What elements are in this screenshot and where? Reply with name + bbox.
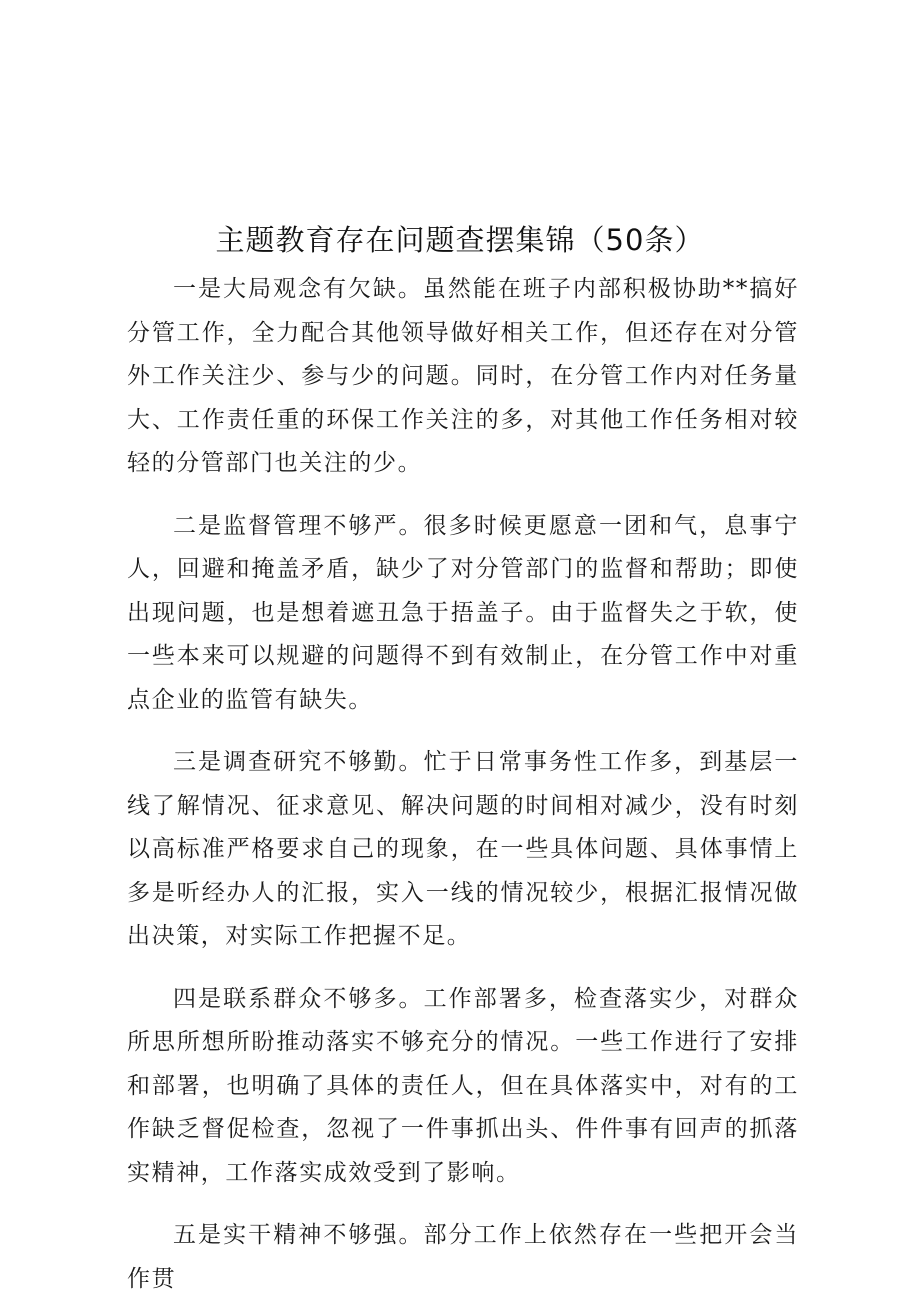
document-body bbox=[127, 268, 799, 1301]
document-title: 主题教育存在问题查摆集锦（50条） bbox=[215, 223, 705, 257]
paragraph-5: 五是实干精神不够强。部分工作上依然存在一些把开会当作贯 bbox=[127, 1222, 799, 1292]
paragraph-4: 四是联系群众不够多。工作部署多，检查落实少，对群众所思所想所盼推动落实不够充分的情况。一些工作进行了安排和部署，也明确了具体的责任人，但在具体落实中，对有的工作缺乏督促检查，忽视了一件事抓出头、件件事有回声的抓落实精神，工作落实成效受到了影响。 bbox=[127, 985, 799, 1186]
paragraph-1: 一是大局观念有欠缺。虽然能在班子内部积极协助**搞好分管工作，全力配合其他领导做好相关工作，但还存在对分管外工作关注少、参与少的问题。同时，在分管工作内对任务量大、工作责任重的环保工作关注的多，对其他工作任务相对较轻的分管部门也关注的少。 bbox=[127, 276, 799, 476]
paragraph-2: 二是监督管理不够严。很多时候更愿意一团和气，息事宁人，回避和掩盖矛盾，缺少了对分管部门的监督和帮助；即使出现问题，也是想着遮丑急于捂盖子。由于监督失之于软，使一些本来可以规避的问题得不到有效制止，在分管工作中对重点企业的监管有缺失。 bbox=[127, 512, 799, 713]
paragraph-3: 三是调查研究不够勤。忙于日常事务性工作多，到基层一线了解情况、征求意见、解决问题的时间相对减少，没有时刻以高标准严格要求自己的现象，在一些具体问题、具体事情上多是听经办人的汇报，实入一线的情况较少，根据汇报情况做出决策，对实际工作把握不足。 bbox=[127, 749, 799, 949]
